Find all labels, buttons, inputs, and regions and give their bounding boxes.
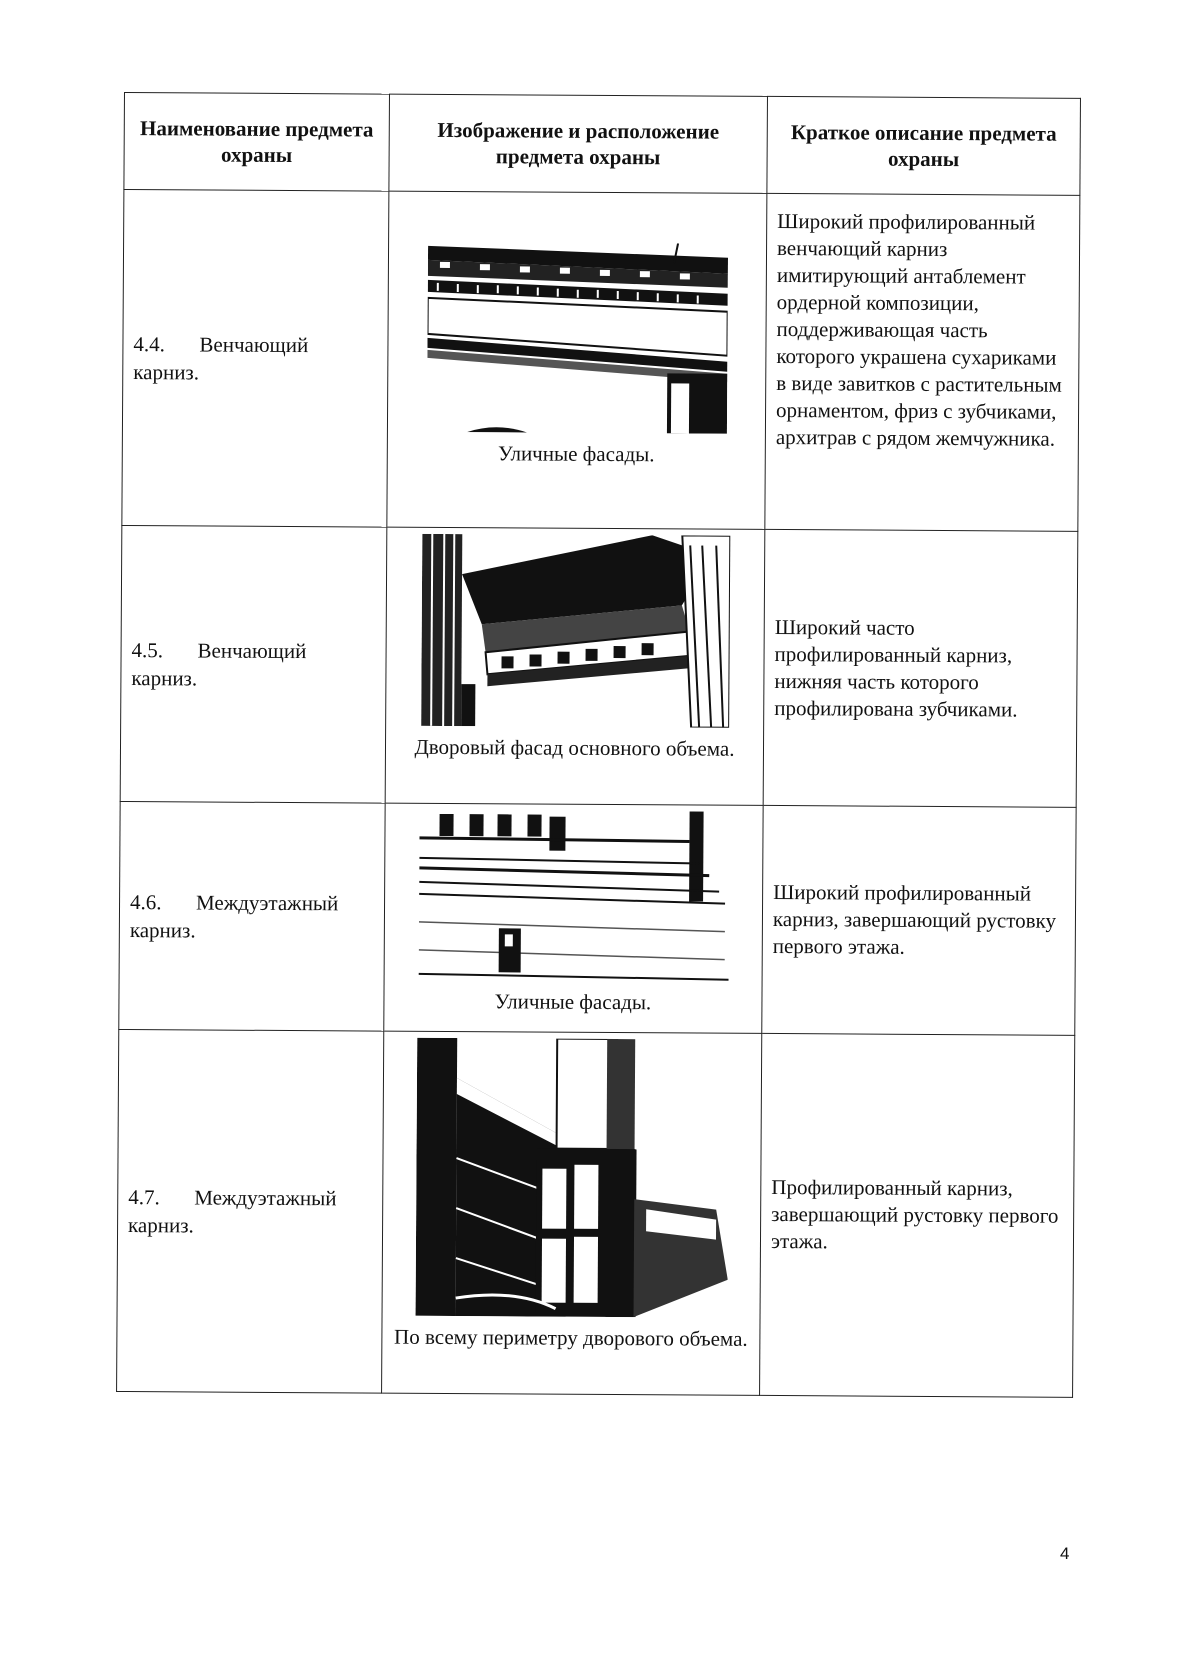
image-caption: Уличные фасады. [494, 989, 652, 1015]
cornice-corner-photo-image [421, 534, 730, 728]
item-name-first: Венчающий [197, 637, 307, 663]
item-number: 4.4. [133, 331, 166, 356]
item-name-first: Венчающий [199, 331, 309, 357]
header-description: Краткое описание предмета охраны [767, 96, 1081, 195]
item-name-cell [122, 190, 389, 528]
image-caption: Уличные фасады. [497, 441, 655, 467]
item-description-cell: Широкий профилированный венчающий карниз имитирующий антаблемент ордерной композиции, поддерживающая часть которого украшена сухариками в виде завитков с растительным орнаментом, фриз с зубчиками, архитрав с рядом жемчужника. [765, 193, 1080, 531]
item-name-second: карниз. [133, 359, 200, 384]
table-header-row [124, 93, 1081, 196]
item-name-cell [119, 801, 385, 1031]
item-number: 4.5. [131, 637, 164, 662]
item-image-cell [382, 1031, 762, 1395]
table-row [120, 525, 1078, 807]
interfloor-cornice-photo-image [418, 810, 729, 982]
item-name-cell [120, 525, 387, 803]
item-name-second: карниз. [128, 1212, 194, 1237]
item-image-cell [387, 191, 767, 529]
protection-items-table [116, 92, 1081, 1398]
item-description-cell: Профилированный карниз, завершающий рустовку первого этажа. [760, 1033, 1075, 1397]
item-name-cell [117, 1029, 384, 1393]
item-image-cell [384, 803, 763, 1033]
image-caption: По всему периметру дворового объема. [394, 1324, 748, 1351]
item-name-second: карниз. [129, 917, 196, 942]
item-description-cell: Широкий часто профилированный карниз, нижняя часть которого профилирована зубчиками. [763, 529, 1078, 807]
table-row [122, 190, 1080, 532]
cornice-photo-image [426, 242, 727, 434]
table-row [117, 1029, 1075, 1397]
item-number: 4.7. [128, 1184, 160, 1209]
item-name-second: карниз. [131, 665, 198, 690]
image-caption: Дворовый фасад основного объема. [414, 734, 735, 761]
table-row [119, 801, 1076, 1035]
item-number: 4.6. [129, 889, 162, 914]
item-name-first: Междуэтажный [195, 889, 339, 915]
header-image: Изображение и расположение предмета охраны [389, 94, 768, 193]
item-name-first: Междуэтажный [194, 1184, 337, 1210]
item-image-cell [385, 527, 765, 805]
page-number: 4 [1060, 1544, 1070, 1563]
header-name: Наименование предмета охраны [124, 93, 390, 192]
item-description-cell: Широкий профилированный карниз, завершающий рустовку первого этажа. [762, 805, 1076, 1035]
courtyard-cornice-photo-image [415, 1038, 729, 1318]
